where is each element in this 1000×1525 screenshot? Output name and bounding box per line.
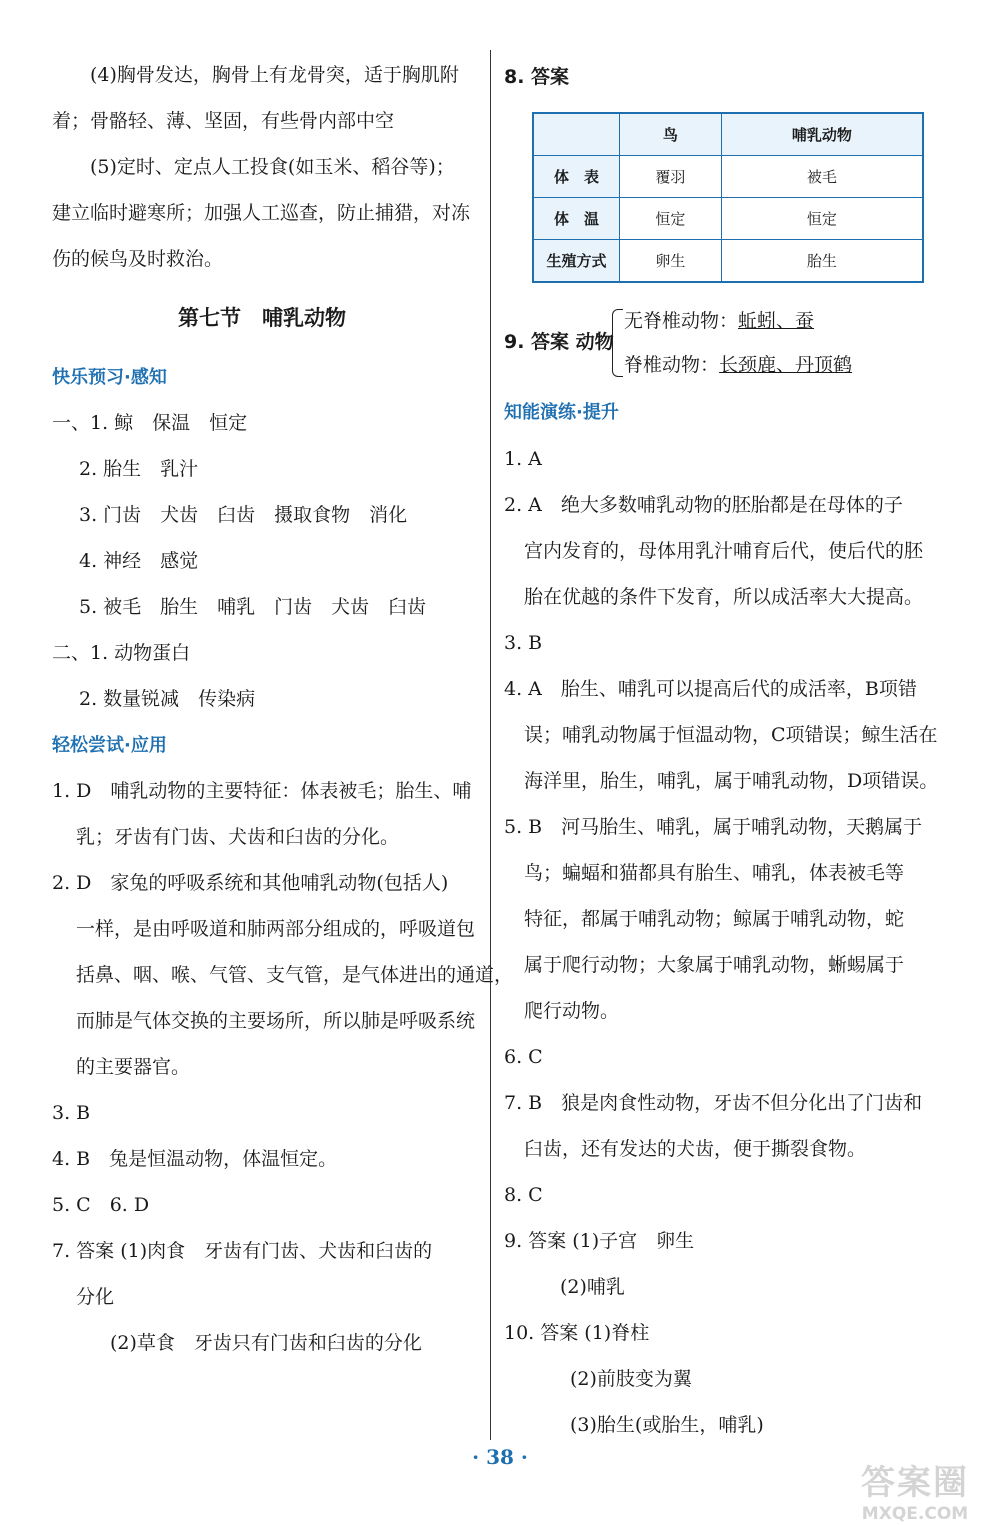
cont-line: (5)定时、定点人工投食(如玉米、稻谷等)； <box>90 156 455 178</box>
watermark-logo <box>835 1455 995 1524</box>
answer-line: 2. A 绝大多数哺乳动物的胚胎都是在母体的子 <box>504 494 903 516</box>
answer-line: (3)胎生(或胎生，哺乳) <box>570 1414 764 1436</box>
classification-branch <box>624 350 852 380</box>
table-row <box>533 198 923 240</box>
table-row <box>533 156 923 198</box>
answer-line: 4. B 兔是恒温动物，体温恒定。 <box>52 1148 338 1170</box>
answer-line: 7. 答案 (1)肉食 牙齿有门齿、犬齿和臼齿的 <box>52 1240 433 1262</box>
answer-line: 一样，是由呼吸道和肺两部分组成的，呼吸道包 <box>76 918 476 940</box>
q9-prefix: 9. 答案 动物 <box>504 331 614 353</box>
table-row-label: 体 温 <box>533 198 620 240</box>
answer-line: 误；哺乳动物属于恒温动物，C项错误；鲸生活在 <box>524 724 938 746</box>
answer-line: 3. 门齿 犬齿 臼齿 摄取食物 消化 <box>79 504 408 526</box>
table-header-row <box>533 113 923 156</box>
classification-branch <box>624 306 814 336</box>
classification-brace <box>612 309 623 377</box>
answer-line: 二、1. 动物蛋白 <box>52 642 191 664</box>
section-heading: 快乐预习·感知 <box>52 367 167 388</box>
table-cell: 被毛 <box>721 156 923 198</box>
answer-line: 7. B 狼是肉食性动物，牙齿不但分化出了门齿和 <box>504 1092 923 1114</box>
table-cell: 恒定 <box>721 198 923 240</box>
table-header-cell: 鸟 <box>620 113 722 156</box>
answer-line: (2)草食 牙齿只有门齿和臼齿的分化 <box>110 1332 422 1354</box>
answer-line: 6. C <box>504 1046 543 1068</box>
answer-line: 3. B <box>504 632 543 654</box>
table-row <box>533 240 923 283</box>
answer-line: 鸟；蝙蝠和猫都具有胎生、哺乳，体表被毛等 <box>524 862 905 884</box>
answer-line: 5. C 6. D <box>52 1194 150 1216</box>
table-header-cell: 哺乳动物 <box>721 113 923 156</box>
answer-line: 特征，都属于哺乳动物；鲸属于哺乳动物，蛇 <box>524 908 905 930</box>
q8-label: 8. 答案 <box>504 66 570 88</box>
answer-line: 乳；牙齿有门齿、犬齿和臼齿的分化。 <box>76 826 400 848</box>
answer-line: 宫内发育的，母体用乳汁哺育后代，使后代的胚 <box>524 540 924 562</box>
column-divider <box>490 50 491 1440</box>
table-cell: 胎生 <box>721 240 923 283</box>
answer-line: 10. 答案 (1)脊柱 <box>504 1322 650 1344</box>
table-header-cell <box>533 113 620 156</box>
watermark-url: MXQE.COM <box>861 1504 969 1524</box>
branch-label: 脊椎动物： <box>624 354 720 376</box>
answer-line: 爬行动物。 <box>524 1000 620 1022</box>
table-cell: 卵生 <box>620 240 722 283</box>
answer-line: 5. 被毛 胎生 哺乳 门齿 犬齿 臼齿 <box>79 596 427 618</box>
table-row-label: 体 表 <box>533 156 620 198</box>
cont-line: 建立临时避寒所；加强人工巡查，防止捕猎，对冻 <box>52 202 471 224</box>
answer-line: 1. D 哺乳动物的主要特征：体表被毛；胎生、哺 <box>52 780 472 802</box>
section-heading: 知能演练·提升 <box>504 402 619 423</box>
answer-line: 属于爬行动物；大象属于哺乳动物，蜥蜴属于 <box>524 954 905 976</box>
answer-line: 8. C <box>504 1184 543 1206</box>
table-row-label: 生殖方式 <box>533 240 620 283</box>
answer-line: (2)前肢变为翼 <box>570 1368 692 1390</box>
answer-line: 而肺是气体交换的主要场所，所以肺是呼吸系统 <box>76 1010 476 1032</box>
cont-line: 着；骨骼轻、薄、坚固，有些骨内部中空 <box>52 110 395 132</box>
branch-value: 长颈鹿、丹顶鹤 <box>719 354 853 376</box>
answer-line: 9. 答案 (1)子宫 卵生 <box>504 1230 695 1252</box>
branch-value: 蚯蚓、蚕 <box>738 310 815 332</box>
answer-line: 5. B 河马胎生、哺乳，属于哺乳动物，天鹅属于 <box>504 816 923 838</box>
answer-line: 海洋里，胎生，哺乳，属于哺乳动物，D项错误。 <box>524 770 939 792</box>
page-number: · 38 · <box>472 1445 528 1469</box>
answer-line: 4. 神经 感觉 <box>79 550 199 572</box>
answer-line: 的主要器官。 <box>76 1056 191 1078</box>
cont-line: (4)胸骨发达，胸骨上有龙骨突，适于胸肌附 <box>90 64 459 86</box>
answer-line: 3. B <box>52 1102 91 1124</box>
answer-line: (2)哺乳 <box>560 1276 625 1298</box>
answer-line: 2. 胎生 乳汁 <box>79 458 199 480</box>
answer-line: 1. A <box>504 448 542 470</box>
watermark-text: 答案圈 <box>861 1463 969 1503</box>
comparison-table <box>532 112 924 283</box>
answer-line: 2. D 家兔的呼吸系统和其他哺乳动物(包括人) <box>52 872 449 894</box>
table-cell: 覆羽 <box>620 156 722 198</box>
answer-line: 一、1. 鲸 保温 恒定 <box>52 412 248 434</box>
answer-line: 臼齿，还有发达的犬齿，便于撕裂食物。 <box>524 1138 867 1160</box>
answer-line: 括鼻、咽、喉、气管、支气管，是气体进出的通道， <box>76 964 514 986</box>
section-heading: 轻松尝试·应用 <box>52 735 167 756</box>
cont-line: 伤的候鸟及时救治。 <box>52 248 224 270</box>
table-cell: 恒定 <box>620 198 722 240</box>
branch-label: 无脊椎动物： <box>624 310 739 332</box>
section-title: 第七节 哺乳动物 <box>178 306 346 330</box>
answer-line: 胎在优越的条件下发育，所以成活率大大提高。 <box>524 586 924 608</box>
answer-line: 4. A 胎生、哺乳可以提高后代的成活率，B项错 <box>504 678 917 700</box>
answer-line: 2. 数量锐减 传染病 <box>79 688 256 710</box>
answer-line: 分化 <box>76 1286 115 1308</box>
